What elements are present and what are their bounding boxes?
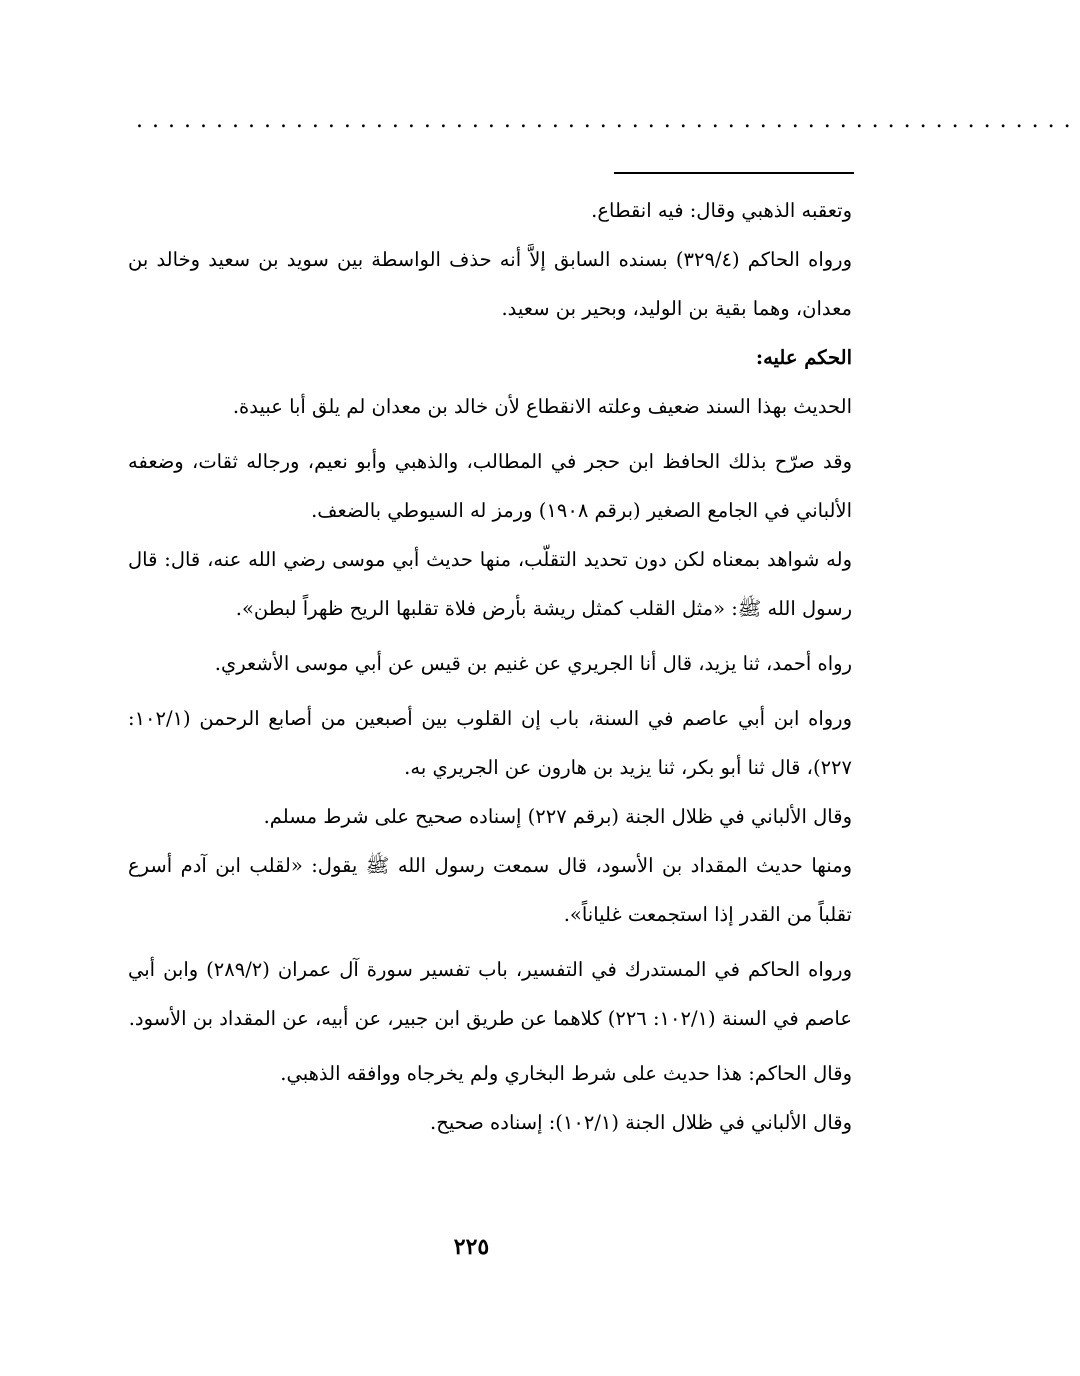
paragraph-2: ورواه الحاكم (٣٢٩/٤) بسنده السابق إلاَّ أنه حذف الواسطة بين سويد بن سعيد وخالد بن معدان، وهما بقية بن الوليد، وبحير بن سعيد. bbox=[128, 248, 853, 320]
paragraph-4: وقد صرّح بذلك الحافظ ابن حجر في المطالب، والذهبي وأبو نعيم، ورجاله ثقات، وضعفه الألباني في الجامع الصغير (برقم ١٩٠٨) ورمز له السيوطي بالضعف. bbox=[128, 450, 852, 522]
page-number: ٢٢٥ bbox=[453, 1234, 490, 1260]
paragraph-12: وقال الألباني في ظلال الجنة (١٠٢/١): إسناده صحيح. bbox=[430, 1111, 852, 1134]
section-heading: الحكم عليه: bbox=[755, 346, 852, 369]
paragraph-9: ومنها حديث المقداد بن الأسود، قال سمعت رسول الله ﷺ يقول: «لقلب ابن آدم أسرع تقلباً من القدر إذا استجمعت غلياناً». bbox=[128, 854, 852, 926]
paragraph-10: ورواه الحاكم في المستدرك في التفسير، باب تفسير سورة آل عمران (٢٨٩/٢) وابن أبي عاصم في السنة (١٠٢/١: ٢٢٦) كلاهما عن طريق ابن جبير، عن أبيه، عن المقداد بن الأسود. bbox=[128, 958, 852, 1030]
footnote-rule bbox=[614, 172, 854, 174]
paragraph-7: ورواه ابن أبي عاصم في السنة، باب إن القلوب بين أصبعين من أصابع الرحمن (١٠٢/١: ٢٢٧)، قال ثنا أبو بكر، ثنا يزيد بن هارون عن الجريري به. bbox=[128, 707, 852, 779]
paragraph-11: وقال الحاكم: هذا حديث على شرط البخاري ولم يخرجاه ووافقه الذهبي. bbox=[280, 1062, 852, 1085]
paragraph-1: وتعقبه الذهبي وقال: فيه انقطاع. bbox=[591, 199, 852, 222]
page-body bbox=[128, 186, 852, 1147]
separator-dots: ........................................................... bbox=[136, 108, 1080, 133]
paragraph-6: رواه أحمد، ثنا يزيد، قال أنا الجريري عن غنيم بن قيس عن أبي موسى الأشعري. bbox=[214, 652, 852, 675]
paragraph-3: الحديث بهذا السند ضعيف وعلته الانقطاع لأن خالد بن معدان لم يلق أبا عبيدة. bbox=[232, 395, 852, 418]
paragraph-5: وله شواهد بمعناه لكن دون تحديد التقلّب، منها حديث أبي موسى رضي الله عنه، قال: قال رسول الله ﷺ: «مثل القلب كمثل ريشة بأرض فلاة تقلبها الريح ظهراً لبطن». bbox=[128, 548, 852, 620]
paragraph-8: وقال الألباني في ظلال الجنة (برقم ٢٢٧) إسناده صحيح على شرط مسلم. bbox=[263, 805, 852, 828]
